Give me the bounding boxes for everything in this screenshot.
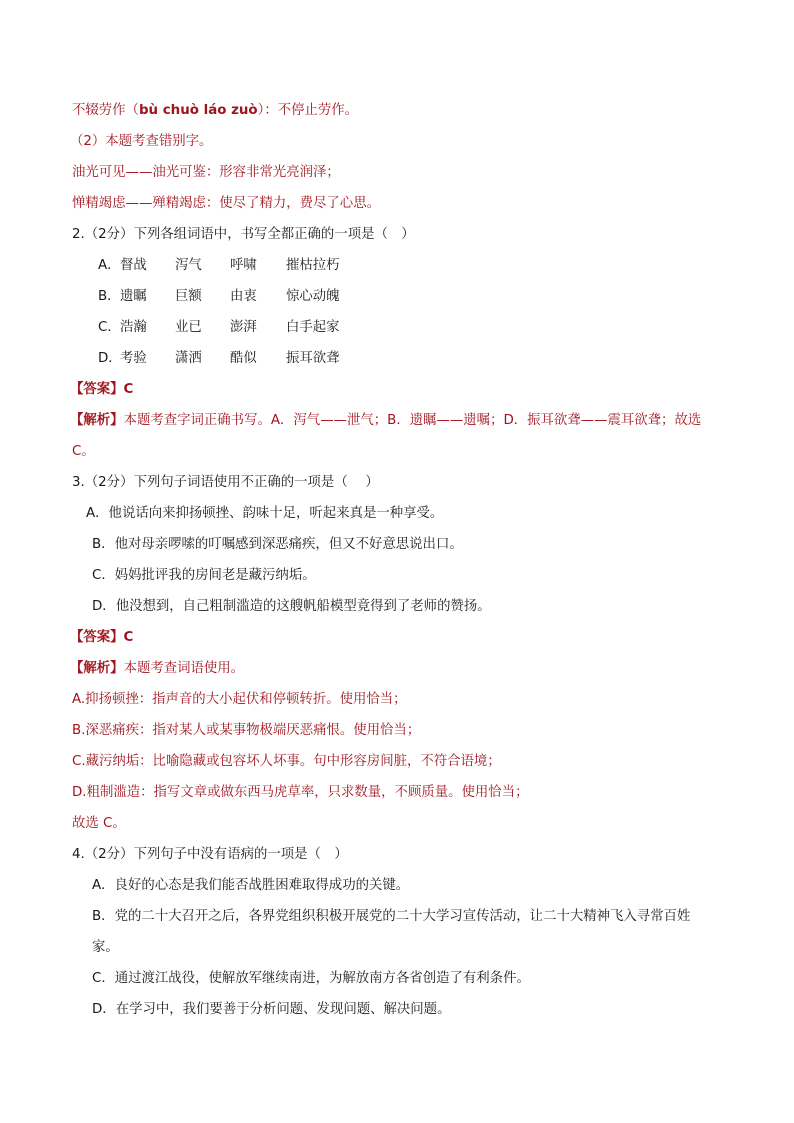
q3-conclusion: 故选 C。: [72, 816, 126, 831]
q3-point-d: D.粗制滥造：指写文章或做东西马虎草率，只求数量，不顾质量。使用恰当；: [72, 785, 529, 800]
q3-option-b: B．他对母亲啰嗦的叮嘱感到深恶痛疾，但又不好意思说出口。: [92, 537, 463, 552]
q2-analysis-cont: C。: [72, 444, 95, 459]
q2-analysis: 【解析】本题考查字词正确书写。A．泻气——泄气；B．遗瞩——遗嘱；D．振耳欲聋——震耳欲聋；故选: [70, 413, 702, 428]
prev-line-2: （2）本题考查错别字。: [70, 134, 213, 149]
prev-line-3: 油光可见——油光可鉴：形容非常光亮润泽；: [72, 165, 340, 180]
q4-option-a: A．良好的心态是我们能否战胜困难取得成功的关键。: [92, 878, 410, 893]
prev-line-1: [72, 101, 358, 121]
q4-stem: 4.（2分）下列句子中没有语病的一项是（ ）: [72, 847, 348, 862]
q2-stem: 2.（2分）下列各组词语中，书写全都正确的一项是（ ）: [72, 227, 415, 242]
idiom-definition: ）：不停止劳作。: [257, 103, 359, 118]
q4-option-b: B．党的二十大召开之后，各界党组织积极开展党的二十大学习宣传活动，让二十大精神飞入寻常百姓: [92, 909, 691, 924]
q3-point-b: B.深恶痛疾：指对某人或某事物极端厌恶痛恨。使用恰当；: [72, 723, 421, 738]
pinyin-text: bù chuò láo zuò: [138, 103, 258, 118]
prev-line-4: 惮精竭虑——殚精竭虑：使尽了精力，费尽了心思。: [72, 196, 380, 211]
q3-point-a: A.抑扬顿挫：指声音的大小起伏和停顿转折。使用恰当；: [72, 692, 407, 707]
q4-option-c: C．通过渡江战役，使解放军继续南进，为解放南方各省创造了有利条件。: [92, 971, 530, 986]
q4-option-d: D．在学习中，我们要善于分析问题、发现问题、解决问题。: [92, 1002, 451, 1017]
q3-stem: 3.（2分）下列句子词语使用不正确的一项是（ ）: [72, 475, 379, 490]
q4-option-b-cont: 家。: [92, 940, 119, 955]
q3-answer: 【答案】C: [70, 630, 134, 645]
q3-option-c: C．妈妈批评我的房间老是藏污纳垢。: [92, 568, 316, 583]
q3-analysis: 【解析】本题考查词语使用。: [70, 661, 245, 676]
idiom-text: 不辍劳作（: [72, 103, 139, 118]
q3-option-d: D．他没想到，自己粗制滥造的这艘帆船模型竟得到了老师的赞扬。: [92, 599, 491, 614]
q3-point-c: C.藏污纳垢：比喻隐藏或包容坏人坏事。句中形容房间脏，不符合语境；: [72, 754, 501, 769]
q3-option-a: A．他说话向来抑扬顿挫、韵味十足，听起来真是一种享受。: [86, 506, 444, 521]
document-page: 不辍劳作（bù chuò láo zuò）：不停止劳作。 （2）本题考查错别字。 油光可见——油光可鉴：形容非常光亮润泽； 惮精竭虑——殚精竭虑：使尽了精力，费尽了心思。 2.（2分）下列各组词语中，书写全都正确的一项是（ ） A． 督战 泻气 呼啸 摧枯拉朽 B． 遗瞩 巨额 由衷 惊心动魄 C． 浩瀚 业已 澎湃 白手起家 D． 考验 潇洒 酷似 振耳欲聋 【答案】C 【解析】本题考查字词正确书写。A．泻气——泄气；B．遗瞩——遗嘱；D．振耳欲聋——震耳欲聋；故选 C。 3.（2分）下列句子词语使用不正确的一项是（ ） A．他说话向来抑扬顿挫、韵味十足，听起来真是一种享受。 B．他对母亲啰嗦的叮嘱感到深恶痛疾，但又不好意思说出口。 C．妈妈批评我的房间老是藏污纳垢。 D．他没想到，自己粗制滥造的这艘帆船模型竟得到了老师的赞扬。 【答案】C 【解析】本题考查词语使用。 A.抑扬顿挫：指声音的大小起伏和停顿转折。使用恰当； B.深恶痛疾：指对某人或某事物极端厌恶痛恨。使用恰当； C.藏污纳垢：比喻隐藏或包容坏人坏事。句中形容房间脏，不符合语境； D.粗制滥造：指写文章或做东西马虎草率，只求数量，不顾质量。使用恰当； 故选 C。 4.（2分）下列句子中没有语病的一项是（ ） A．良好的心态是我们能否战胜困难取得成功的关键。 B．党的二十大召开之后，各界党组织积极开展党的二十大学习宣传活动，让二十大精神飞入寻常百姓 家。 C．通过渡江战役，使解放军继续南进，为解放南方各省创造了有利条件。 D．在学习中，我们要善于分析问题、发现问题、解决问题。: [0, 0, 794, 1123]
q2-answer: 【答案】C: [70, 382, 134, 397]
